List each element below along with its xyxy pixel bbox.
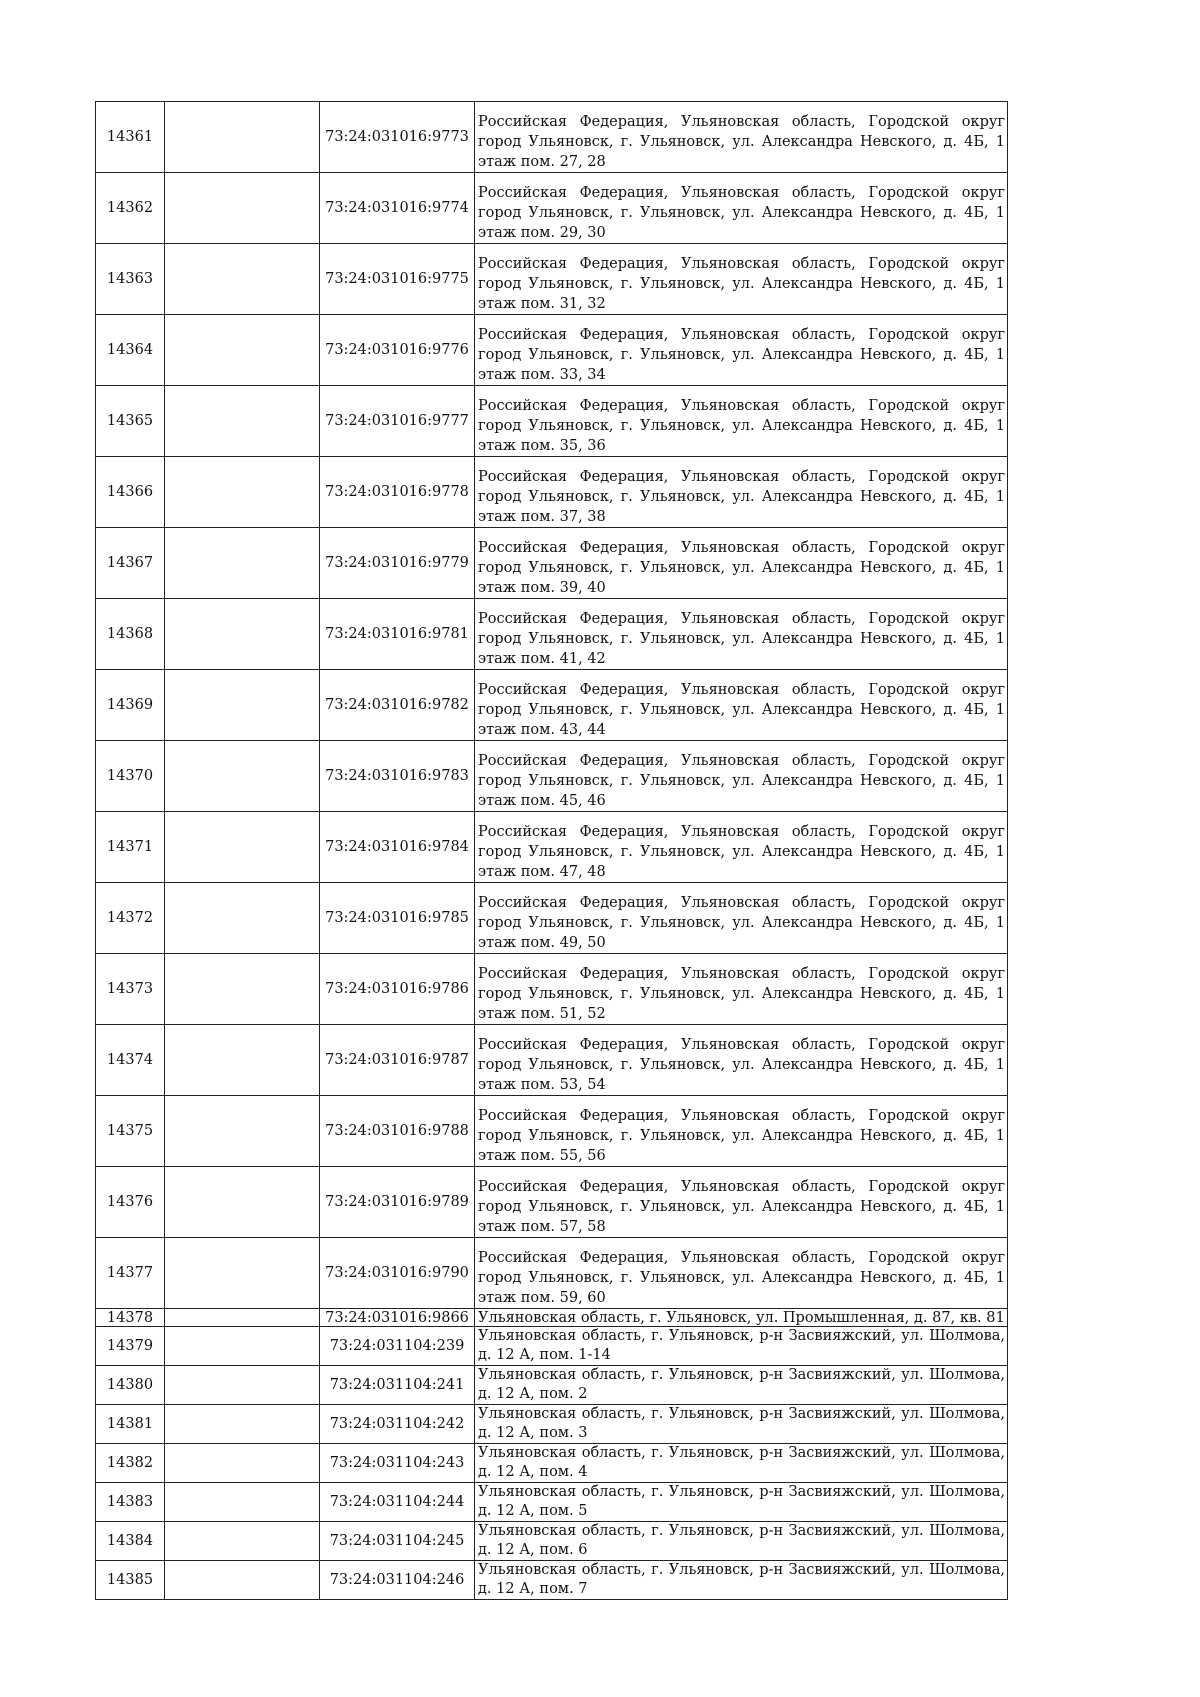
- row-number: 14366: [96, 457, 165, 528]
- cadastral-number: 73:24:031016:9776: [320, 315, 475, 386]
- cadastral-number: 73:24:031016:9790: [320, 1238, 475, 1309]
- empty-cell: [165, 244, 320, 315]
- address: Российская Федерация, Ульяновская область, Городской округ город Ульяновск, г. Ульяновск, ул. Александра Невского, д. 4Б, 1 этаж пом. 31, 32: [475, 244, 1008, 315]
- address: Российская Федерация, Ульяновская область, Городской округ город Ульяновск, г. Ульяновск, ул. Александра Невского, д. 4Б, 1 этаж пом. 57, 58: [475, 1167, 1008, 1238]
- row-number: 14381: [96, 1405, 165, 1444]
- table-row: [96, 1561, 1008, 1600]
- address: Российская Федерация, Ульяновская область, Городской округ город Ульяновск, г. Ульяновск, ул. Александра Невского, д. 4Б, 1 этаж пом. 51, 52: [475, 954, 1008, 1025]
- table-row: [96, 457, 1008, 528]
- cadastral-number: 73:24:031016:9775: [320, 244, 475, 315]
- cadastral-number: 73:24:031016:9786: [320, 954, 475, 1025]
- table-row: [96, 1483, 1008, 1522]
- row-number: 14382: [96, 1444, 165, 1483]
- registry-table: [95, 101, 1008, 1600]
- empty-cell: [165, 1096, 320, 1167]
- address: Российская Федерация, Ульяновская область, Городской округ город Ульяновск, г. Ульяновск, ул. Александра Невского, д. 4Б, 1 этаж пом. 47, 48: [475, 812, 1008, 883]
- cadastral-number: 73:24:031016:9782: [320, 670, 475, 741]
- cadastral-number: 73:24:031016:9787: [320, 1025, 475, 1096]
- empty-cell: [165, 954, 320, 1025]
- row-number: 14378: [96, 1309, 165, 1327]
- row-number: 14365: [96, 386, 165, 457]
- address: Российская Федерация, Ульяновская область, Городской округ город Ульяновск, г. Ульяновск, ул. Александра Невского, д. 4Б, 1 этаж пом. 27, 28: [475, 102, 1008, 173]
- empty-cell: [165, 1522, 320, 1561]
- cadastral-number: 73:24:031016:9783: [320, 741, 475, 812]
- row-number: 14368: [96, 599, 165, 670]
- cadastral-number: 73:24:031016:9785: [320, 883, 475, 954]
- address: Российская Федерация, Ульяновская область, Городской округ город Ульяновск, г. Ульяновск, ул. Александра Невского, д. 4Б, 1 этаж пом. 55, 56: [475, 1096, 1008, 1167]
- row-number: 14376: [96, 1167, 165, 1238]
- cadastral-number: 73:24:031104:239: [320, 1327, 475, 1366]
- address: Российская Федерация, Ульяновская область, Городской округ город Ульяновск, г. Ульяновск, ул. Александра Невского, д. 4Б, 1 этаж пом. 29, 30: [475, 173, 1008, 244]
- table-row: [96, 599, 1008, 670]
- table-row: [96, 102, 1008, 173]
- row-number: 14377: [96, 1238, 165, 1309]
- empty-cell: [165, 1309, 320, 1327]
- address: Российская Федерация, Ульяновская область, Городской округ город Ульяновск, г. Ульяновск, ул. Александра Невского, д. 4Б, 1 этаж пом. 37, 38: [475, 457, 1008, 528]
- table-row: [96, 1405, 1008, 1444]
- cadastral-number: 73:24:031016:9789: [320, 1167, 475, 1238]
- empty-cell: [165, 457, 320, 528]
- table-row: [96, 1366, 1008, 1405]
- table-row: [96, 741, 1008, 812]
- address: Российская Федерация, Ульяновская область, Городской округ город Ульяновск, г. Ульяновск, ул. Александра Невского, д. 4Б, 1 этаж пом. 33, 34: [475, 315, 1008, 386]
- empty-cell: [165, 670, 320, 741]
- address: Ульяновская область, г. Ульяновск, р-н Засвияжский, ул. Шолмова, д. 12 А, пом. 7: [475, 1561, 1008, 1600]
- table-row: [96, 1096, 1008, 1167]
- cadastral-number: 73:24:031104:244: [320, 1483, 475, 1522]
- empty-cell: [165, 102, 320, 173]
- empty-cell: [165, 386, 320, 457]
- empty-cell: [165, 1483, 320, 1522]
- row-number: 14385: [96, 1561, 165, 1600]
- empty-cell: [165, 1366, 320, 1405]
- row-number: 14370: [96, 741, 165, 812]
- row-number: 14373: [96, 954, 165, 1025]
- cadastral-number: 73:24:031104:245: [320, 1522, 475, 1561]
- row-number: 14367: [96, 528, 165, 599]
- table-row: [96, 954, 1008, 1025]
- empty-cell: [165, 1405, 320, 1444]
- table-row: [96, 883, 1008, 954]
- table-row: [96, 1309, 1008, 1327]
- table-row: [96, 1167, 1008, 1238]
- address: Российская Федерация, Ульяновская область, Городской округ город Ульяновск, г. Ульяновск, ул. Александра Невского, д. 4Б, 1 этаж пом. 43, 44: [475, 670, 1008, 741]
- address: Ульяновская область, г. Ульяновск, р-н Засвияжский, ул. Шолмова, д. 12 А, пом. 6: [475, 1522, 1008, 1561]
- registry-table-body: [96, 102, 1008, 1600]
- address: Российская Федерация, Ульяновская область, Городской округ город Ульяновск, г. Ульяновск, ул. Александра Невского, д. 4Б, 1 этаж пом. 59, 60: [475, 1238, 1008, 1309]
- table-row: [96, 1238, 1008, 1309]
- cadastral-number: 73:24:031104:246: [320, 1561, 475, 1600]
- row-number: 14375: [96, 1096, 165, 1167]
- empty-cell: [165, 1327, 320, 1366]
- empty-cell: [165, 528, 320, 599]
- empty-cell: [165, 883, 320, 954]
- empty-cell: [165, 315, 320, 386]
- empty-cell: [165, 812, 320, 883]
- table-row: [96, 1327, 1008, 1366]
- table-row: [96, 173, 1008, 244]
- empty-cell: [165, 1561, 320, 1600]
- address: Российская Федерация, Ульяновская область, Городской округ город Ульяновск, г. Ульяновск, ул. Александра Невского, д. 4Б, 1 этаж пом. 41, 42: [475, 599, 1008, 670]
- address: Российская Федерация, Ульяновская область, Городской округ город Ульяновск, г. Ульяновск, ул. Александра Невского, д. 4Б, 1 этаж пом. 35, 36: [475, 386, 1008, 457]
- row-number: 14384: [96, 1522, 165, 1561]
- row-number: 14362: [96, 173, 165, 244]
- empty-cell: [165, 599, 320, 670]
- address: Российская Федерация, Ульяновская область, Городской округ город Ульяновск, г. Ульяновск, ул. Александра Невского, д. 4Б, 1 этаж пом. 45, 46: [475, 741, 1008, 812]
- cadastral-number: 73:24:031016:9779: [320, 528, 475, 599]
- address: Российская Федерация, Ульяновская область, Городской округ город Ульяновск, г. Ульяновск, ул. Александра Невского, д. 4Б, 1 этаж пом. 53, 54: [475, 1025, 1008, 1096]
- cadastral-number: 73:24:031104:241: [320, 1366, 475, 1405]
- empty-cell: [165, 173, 320, 244]
- cadastral-number: 73:24:031104:243: [320, 1444, 475, 1483]
- row-number: 14379: [96, 1327, 165, 1366]
- row-number: 14364: [96, 315, 165, 386]
- cadastral-number: 73:24:031016:9788: [320, 1096, 475, 1167]
- empty-cell: [165, 1238, 320, 1309]
- address: Ульяновская область, г. Ульяновск, ул. Промышленная, д. 87, кв. 81: [475, 1309, 1008, 1327]
- empty-cell: [165, 1444, 320, 1483]
- table-row: [96, 1522, 1008, 1561]
- row-number: 14372: [96, 883, 165, 954]
- address: Ульяновская область, г. Ульяновск, р-н Засвияжский, ул. Шолмова, д. 12 А, пом. 5: [475, 1483, 1008, 1522]
- row-number: 14361: [96, 102, 165, 173]
- table-row: [96, 528, 1008, 599]
- address: Российская Федерация, Ульяновская область, Городской округ город Ульяновск, г. Ульяновск, ул. Александра Невского, д. 4Б, 1 этаж пом. 49, 50: [475, 883, 1008, 954]
- table-row: [96, 670, 1008, 741]
- table-row: [96, 1025, 1008, 1096]
- cadastral-number: 73:24:031016:9784: [320, 812, 475, 883]
- cadastral-number: 73:24:031104:242: [320, 1405, 475, 1444]
- empty-cell: [165, 1025, 320, 1096]
- row-number: 14380: [96, 1366, 165, 1405]
- cadastral-number: 73:24:031016:9778: [320, 457, 475, 528]
- table-row: [96, 315, 1008, 386]
- cadastral-number: 73:24:031016:9774: [320, 173, 475, 244]
- empty-cell: [165, 741, 320, 812]
- empty-cell: [165, 1167, 320, 1238]
- table-row: [96, 244, 1008, 315]
- row-number: 14383: [96, 1483, 165, 1522]
- address: Ульяновская область, г. Ульяновск, р-н Засвияжский, ул. Шолмова, д. 12 А, пом. 4: [475, 1444, 1008, 1483]
- row-number: 14371: [96, 812, 165, 883]
- cadastral-number: 73:24:031016:9866: [320, 1309, 475, 1327]
- address: Российская Федерация, Ульяновская область, Городской округ город Ульяновск, г. Ульяновск, ул. Александра Невского, д. 4Б, 1 этаж пом. 39, 40: [475, 528, 1008, 599]
- table-row: [96, 812, 1008, 883]
- row-number: 14369: [96, 670, 165, 741]
- table-row: [96, 386, 1008, 457]
- address: Ульяновская область, г. Ульяновск, р-н Засвияжский, ул. Шолмова, д. 12 А, пом. 1-14: [475, 1327, 1008, 1366]
- table-row: [96, 1444, 1008, 1483]
- address: Ульяновская область, г. Ульяновск, р-н Засвияжский, ул. Шолмова, д. 12 А, пом. 3: [475, 1405, 1008, 1444]
- cadastral-number: 73:24:031016:9773: [320, 102, 475, 173]
- row-number: 14363: [96, 244, 165, 315]
- address: Ульяновская область, г. Ульяновск, р-н Засвияжский, ул. Шолмова, д. 12 А, пом. 2: [475, 1366, 1008, 1405]
- cadastral-number: 73:24:031016:9777: [320, 386, 475, 457]
- cadastral-number: 73:24:031016:9781: [320, 599, 475, 670]
- row-number: 14374: [96, 1025, 165, 1096]
